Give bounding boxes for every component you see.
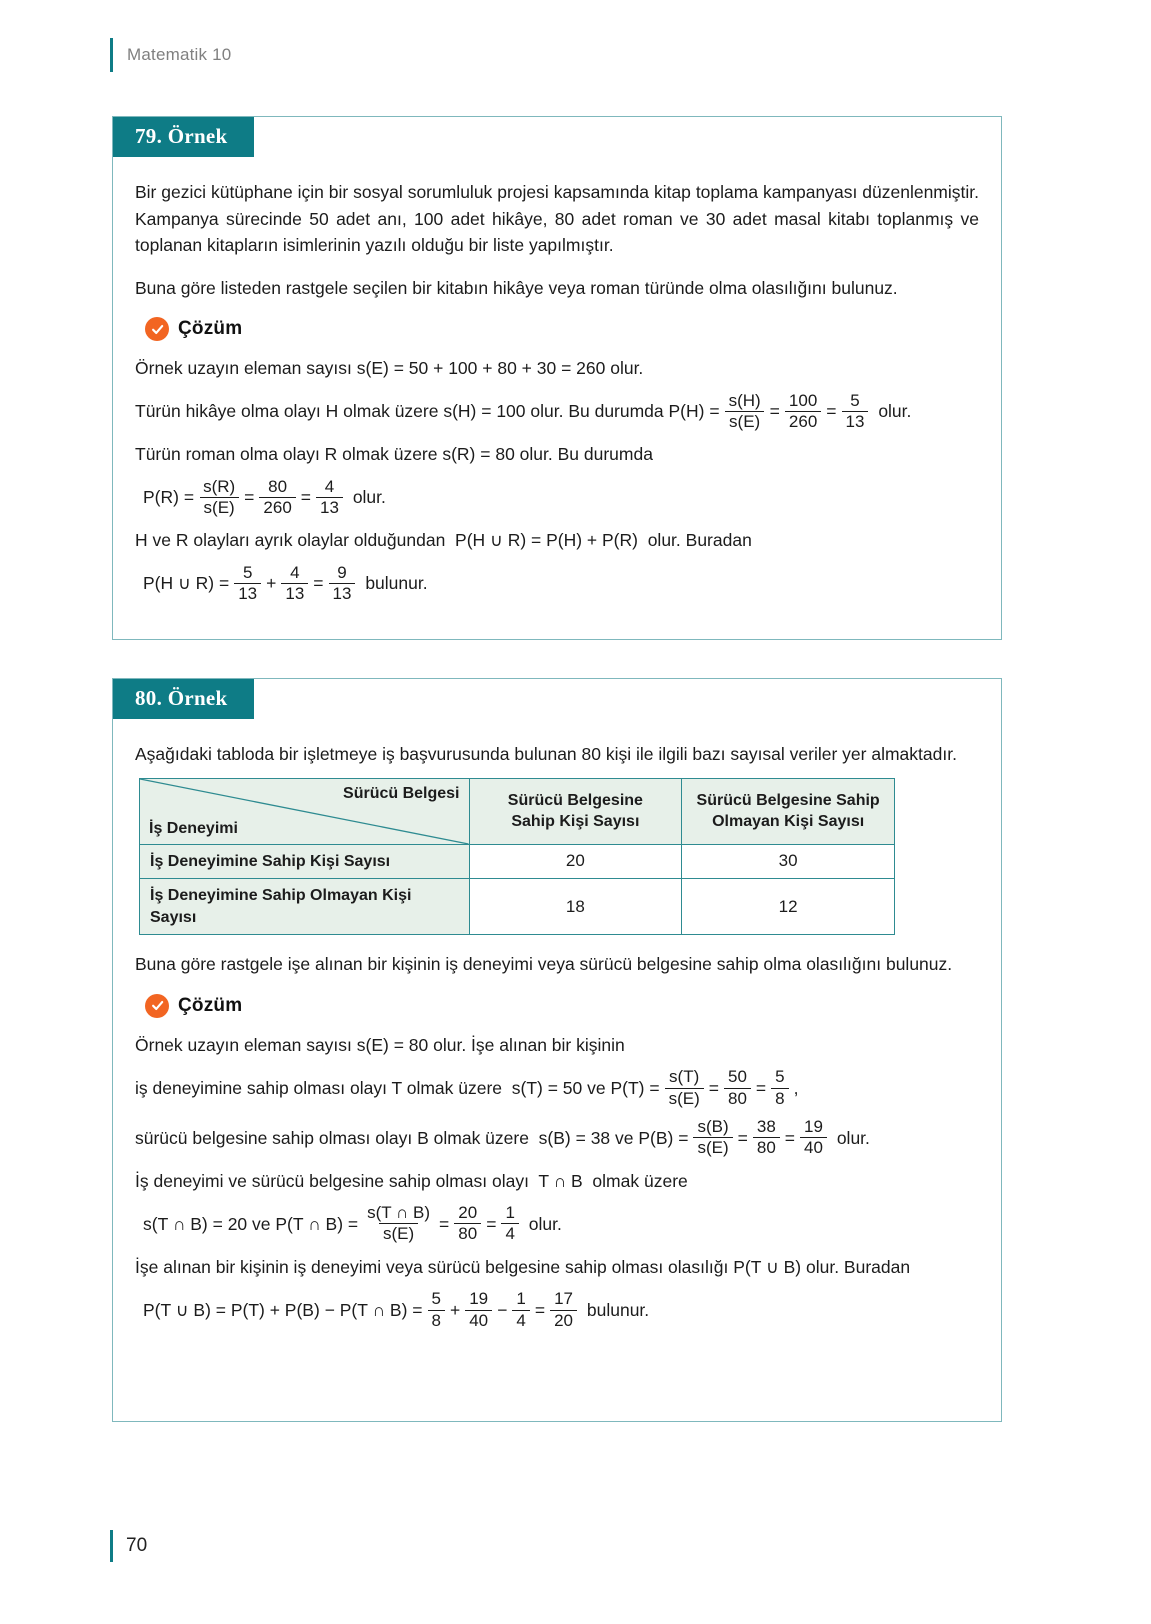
example-80-body (113, 679, 1001, 1330)
corner-row-label: İş Deneyimi (149, 819, 238, 837)
table-row-header: İş Deneyimine Sahip Kişi Sayısı (140, 844, 470, 879)
fraction-denominator: s(E) (725, 411, 764, 431)
fraction-numerator: 1 (516, 1289, 526, 1309)
fraction-sH-sE (725, 392, 765, 432)
math-text: olur. (836, 1127, 870, 1148)
math-text: olur. (352, 487, 386, 508)
table-head (140, 778, 895, 844)
fraction-denominator: 8 (428, 1310, 445, 1330)
math-text: P(R) = (143, 487, 195, 508)
fraction-numerator: 5 (850, 390, 860, 410)
fraction-denominator: 13 (281, 583, 308, 603)
fraction-denominator: 13 (842, 411, 869, 431)
fraction-19-40 (800, 1118, 827, 1158)
fraction-numerator: 38 (756, 1116, 776, 1136)
table-cell-value: 18 (469, 879, 682, 935)
fraction-sTB-sE (363, 1204, 434, 1244)
fraction-numerator: 5 (775, 1067, 785, 1087)
table-cell-value: 12 (682, 879, 895, 935)
math-text: bulunur. (586, 1299, 650, 1320)
fraction-denominator: 4 (512, 1310, 529, 1330)
fraction-80-260 (259, 478, 295, 518)
fraction-5-8-b (428, 1290, 445, 1330)
math-line-80-3 (135, 1118, 979, 1158)
fraction-19-40-b (465, 1290, 492, 1330)
table-cell-value: 30 (682, 844, 895, 879)
fraction-numerator: s(H) (728, 390, 761, 410)
fraction-4-13-b (281, 564, 308, 604)
equals-sign: = (784, 1127, 796, 1148)
fraction-denominator: s(E) (379, 1223, 418, 1243)
math-line-79-4 (143, 478, 979, 518)
fraction-numerator: 20 (458, 1202, 478, 1222)
fraction-denominator: 260 (259, 497, 295, 517)
footer-accent-bar (110, 1530, 113, 1562)
col-header-line2: Sahip Kişi Sayısı (511, 813, 640, 831)
math-text: Örnek uzayın eleman sayısı s(E) = 50 + 100 + 80 + 30 = 260 olur. (135, 358, 644, 379)
fraction-denominator: 8 (771, 1088, 788, 1108)
fraction-sR-sE (199, 478, 239, 518)
fraction-sB-sE (693, 1118, 732, 1158)
fraction-denominator: 13 (329, 583, 356, 603)
example-79-tag: 79. Örnek (113, 117, 254, 157)
col-header-line1: Sürücü Belgesine Sahip (696, 791, 880, 809)
fraction-numerator: 4 (324, 476, 335, 496)
fraction-denominator: 40 (800, 1137, 827, 1157)
check-circle-icon (145, 994, 169, 1018)
minus-sign: − (497, 1299, 508, 1320)
table-row (140, 879, 895, 935)
fraction-numerator: 1 (505, 1202, 515, 1222)
fraction-denominator: 4 (501, 1223, 518, 1243)
math-text: iş deneyimine sahip olması olayı T olmak üzere s(T) = 50 ve P(T) = (135, 1077, 660, 1098)
fraction-numerator: 9 (337, 562, 347, 582)
equals-sign: = (313, 573, 324, 594)
table-header-row (140, 778, 895, 844)
fraction-numerator: s(T) (669, 1067, 700, 1087)
math-line-80-5 (143, 1204, 979, 1244)
math-line-79-1 (135, 355, 979, 381)
fraction-numerator: 100 (788, 390, 818, 410)
fraction-numerator: s(R) (203, 476, 236, 496)
example-79-statement: Bir gezici kütüphane için bir sosyal sorumluluk projesi kapsamında kitap toplama kampanyası düzenlenmiştir. Kampanya sürecinde 50 adet anı, 100 adet hikâye, 80 adet roman ve 30 adet masal kitabı toplanmış ve toplanan kitapların isimlerinin yazılı olduğu bir liste yapılmıştır. (135, 182, 979, 256)
fraction-denominator: 20 (550, 1310, 577, 1330)
example-box-79 (112, 116, 1002, 640)
fraction-denominator: 260 (785, 411, 821, 431)
example-80-statement: Aşağıdaki tabloda bir işletmeye iş başvurusunda bulunan 80 kişi ile ilgili bazı sayısal veriler yer almaktadır. (135, 744, 957, 764)
fraction-numerator: 19 (804, 1116, 823, 1136)
fraction-denominator: 13 (234, 583, 261, 603)
math-text: Türün hikâye olma olayı H olmak üzere s(H) = 100 olur. Bu durumda P(H) = (135, 401, 720, 422)
plus-sign: + (266, 573, 277, 594)
equals-sign: = (769, 401, 780, 422)
equals-sign: = (826, 401, 837, 422)
page-running-head (110, 38, 231, 72)
fraction-denominator: s(E) (665, 1088, 704, 1108)
math-line-80-7 (143, 1290, 979, 1330)
header-accent-bar (110, 38, 113, 72)
table-corner-cell (140, 778, 470, 844)
table-col-header-1 (682, 778, 895, 844)
data-table-wrapper (139, 778, 979, 936)
example-80-question: Buna göre rastgele işe alınan bir kişinin iş deneyimi veya sürücü belgesine sahip olma olasılığını bulunuz. (135, 954, 953, 975)
fraction-numerator: s(B) (697, 1116, 729, 1136)
solution-heading-80 (145, 994, 979, 1018)
solution-label-80: Çözüm (178, 994, 243, 1016)
fraction-denominator: 80 (753, 1137, 780, 1157)
math-line-80-1 (135, 1032, 979, 1058)
fraction-sT-sE (665, 1068, 704, 1108)
fraction-denominator: 80 (724, 1088, 751, 1108)
math-line-80-4 (135, 1168, 979, 1194)
solution-label-79: Çözüm (178, 318, 243, 340)
math-line-79-5 (135, 527, 979, 553)
math-text: Türün roman olma olayı R olmak üzere s(R) = 80 olur. Bu durumda (135, 444, 653, 465)
equals-sign: = (755, 1077, 767, 1098)
math-text: P(T ∪ B) = P(T) + P(B) − P(T ∩ B) = (143, 1299, 423, 1320)
solution-heading-79 (145, 317, 979, 341)
page-number: 70 (126, 1535, 148, 1556)
equals-sign: = (737, 1127, 748, 1148)
fraction-denominator: s(E) (200, 497, 239, 517)
plus-sign: + (449, 1299, 461, 1320)
fraction-5-8 (771, 1068, 788, 1108)
col-header-line1: Sürücü Belgesine (507, 791, 643, 809)
example-80-tag: 80. Örnek (113, 679, 254, 719)
equals-sign: = (708, 1077, 719, 1098)
math-text: olur. (528, 1213, 562, 1234)
fraction-numerator: 4 (290, 562, 300, 582)
page-footer (110, 1530, 147, 1562)
math-line-79-6 (143, 564, 979, 604)
equals-sign: = (300, 487, 312, 508)
fraction-numerator: s(T ∩ B) (367, 1202, 431, 1222)
fraction-numerator: 80 (268, 476, 288, 496)
example-box-80 (112, 678, 1002, 1422)
fraction-denominator: 13 (316, 497, 343, 517)
math-text: bulunur. (365, 573, 428, 594)
book-title: Matematik 10 (127, 45, 232, 64)
fraction-9-13 (329, 564, 356, 604)
equals-sign: = (486, 1213, 497, 1234)
math-text: İş deneyimi ve sürücü belgesine sahip olması olayı T ∩ B olmak üzere (135, 1170, 688, 1191)
corner-column-label: Sürücü Belgesi (343, 784, 460, 802)
fraction-denominator: s(E) (693, 1137, 732, 1157)
math-text: H ve R olayları ayrık olaylar olduğundan P(H ∪ R) = P(H) + P(R) olur. Buradan (135, 530, 752, 551)
math-text: s(T ∩ B) = 20 ve P(T ∩ B) = (143, 1213, 359, 1234)
fraction-numerator: 5 (242, 562, 253, 582)
fraction-100-260 (785, 392, 821, 432)
table-row (140, 844, 895, 879)
fraction-38-80 (753, 1118, 780, 1158)
example-79-body (113, 117, 1001, 603)
math-line-79-3 (135, 441, 979, 467)
equals-sign: = (439, 1213, 450, 1234)
applicants-table (139, 778, 895, 936)
fraction-numerator: 50 (727, 1067, 747, 1087)
fraction-20-80 (454, 1204, 481, 1244)
example-79-question: Buna göre listeden rastgele seçilen bir kitabın hikâye veya roman türünde olma olasılığını bulunuz. (135, 277, 898, 298)
math-text: , (793, 1077, 799, 1098)
table-col-header-0 (469, 778, 682, 844)
check-circle-icon (145, 317, 169, 341)
table-cell-value: 20 (469, 844, 682, 879)
equals-sign: = (534, 1299, 546, 1320)
math-line-80-2 (135, 1068, 979, 1108)
math-text: olur. (878, 401, 912, 422)
fraction-numerator: 5 (431, 1289, 441, 1309)
math-text: Örnek uzayın eleman sayısı s(E) = 80 olur. İşe alınan bir kişinin (135, 1034, 625, 1055)
fraction-denominator: 40 (465, 1310, 492, 1330)
math-text: sürücü belgesine sahip olması olayı B olmak üzere s(B) = 38 ve P(B) = (135, 1127, 689, 1148)
fraction-numerator: 19 (469, 1289, 489, 1309)
fraction-50-80 (724, 1068, 751, 1108)
equals-sign: = (244, 487, 255, 508)
fraction-1-4 (501, 1204, 518, 1244)
table-row-header: İş Deneyimine Sahip Olmayan Kişi Sayısı (140, 879, 470, 935)
fraction-5-13 (842, 392, 869, 432)
example-80-conclusion-text: İşe alınan bir kişinin iş deneyimi veya sürücü belgesine sahip olması olasılığı P(T ∪ B) olur. Buradan (135, 1256, 911, 1277)
table-body (140, 844, 895, 935)
fraction-4-13 (316, 478, 343, 518)
fraction-1-4-b (512, 1290, 529, 1330)
fraction-5-13-b (234, 564, 261, 604)
fraction-denominator: 80 (454, 1223, 481, 1243)
col-header-line2: Olmayan Kişi Sayısı (712, 813, 865, 831)
math-line-79-2 (135, 392, 979, 432)
fraction-17-20 (550, 1290, 577, 1330)
math-text: P(H ∪ R) = (143, 573, 230, 594)
fraction-numerator: 17 (554, 1289, 573, 1309)
